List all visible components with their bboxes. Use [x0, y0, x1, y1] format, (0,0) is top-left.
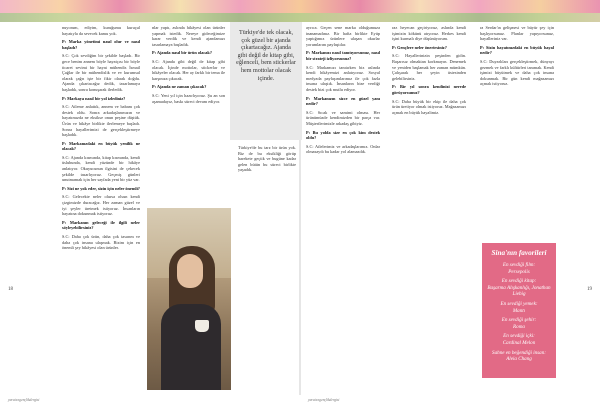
body-paragraph: S.C: Yeni yıl için hazırlıyoruz. Şu an son aşamadayız, baskı süreci devam ediyor. [152, 92, 225, 104]
body-paragraph: S.C: Daha büyük bir ekip ile daha çok ürün üretiyor olmak istiyoruz. Mağazamızı açmak en büyük hayalimiz. [392, 98, 466, 115]
column-3 [238, 145, 296, 176]
body-paragraph: S.C: Sıcak ve samimi olması. Her ürünümüzde kendimizden bir parça var. Müşterilerimizle arkadaş gibiyiz. [306, 109, 380, 126]
favorite-label: Sahne en beğendiği insan: [492, 349, 546, 356]
body-paragraph: S.C: Gelecekte neler olursa olsun kendi çizgimizde duracağız. Her zaman güzel ve iyi şeyler üretmek istiyoruz. İnsanların hayatına dokunmak istiyoruz. [62, 194, 140, 217]
interview-question: P: Bir yıl sonra kendinizi nerede görüyorsunuz? [392, 84, 466, 95]
column-6 [480, 25, 554, 90]
photo-shirt [161, 304, 221, 390]
body-paragraph: ra Serdar'ın gelişmesi ve büyür şey için başlıyorsunuz. Planlar yapıyorsunuz, hayalleriniz var. [480, 25, 554, 42]
body-paragraph: S.C: Çok sevdiğim bir şekilde başladı. Bir gece benim annem böyle hayatçısı bir böyle ticaret sevimi bir hayat mühendis İsmail Çağlar ile bir mühendislik ve ev kurumsal olarak çağrı işte bir fikir olarak doğdu. Ajanda çıkartacağız dedik, tasarlamaya başladık, sonra konuşarak ilerledik. [62, 53, 140, 92]
favorite-label: En sevdiği içki: [503, 333, 535, 340]
favorite-label: En sevdiği yemek: [500, 300, 538, 307]
favorite-label: En sevdiği film: [502, 262, 536, 268]
body-paragraph: Türkiye'de bu tarz bir ürün yok. Biz de bu eksikliği görüp harekete geçtik ve bugüne kadar gelen bütün bu süreci birlikte yaşadık. [238, 145, 296, 173]
body-paragraph: nlar yaptı, aslında hikâyesi olan ürünler yapmak istedik. Nereye gideceğimize karar verdik ve kendi ajandamızı tasarlamaya başladık. [152, 25, 225, 47]
body-paragraph: S.C: Hayallerinizin peşinden gidin. Başarısız olmaktan korkmayın. Denemek ve yeniden başlamak her zaman mümkün. Çalışarak her şeyin üstesinden gelebilirsiniz. [392, 53, 466, 81]
body-paragraph: S.C: Markamızı tanıtırken biz aslında kendi hikâyemizi anlatıyoruz. Sosyal medyada paylaşımlarımız ile çok fazla insana ulaştık. İnsanların bize verdiği destek bizi çok mutlu ediyor. [306, 64, 380, 92]
pullquote-text: Türkiye'de tek olacak, çok güzel bir ajanda çıkartacağız. Ajanda gibi değil de kitap gibi, eğlenceli, bem stickerlar hem mottolar olacak içinde. [236, 30, 296, 82]
body-paragraph: S.C: Daha çok ürün, daha çok tasarım ve daha çok insana ulaşmak. Bizim için en önemli şey hikâyesi olan ürünler. [62, 234, 140, 251]
column-4 [306, 25, 380, 158]
favorite-value: Persepolis [508, 268, 530, 275]
photo-face [177, 254, 203, 288]
interview-question: P: Markanızı nasıl tanıtıyorsunuz, nasıl bir strateji izliyorsunuz? [306, 50, 380, 61]
interview-question: P: Ajanda ne zaman çıkacak? [152, 84, 207, 90]
favorites-box [482, 243, 556, 378]
body-paragraph: ayrıca. Geçen sene marka olduğumuza inanamadınız. Bir hafta birlikte Eyüp yaptığımız ürünlere ulaşan okurlar yorumlarını paylaştılar. [306, 25, 380, 47]
column-1 [62, 25, 140, 254]
footer-right: yaratıcıgençlikdergisi [308, 398, 340, 402]
body-paragraph: S.C: Ajanda gibi değil de kitap gibi olacak. İçinde mottolar, stickerlar ve hikâyeler olacak. Her ay farklı bir tema ile karşınıza çıkacak. [152, 58, 226, 81]
interview-question: P: Marka yönetimi nasıl olur ve nasıl başladı? [62, 39, 140, 50]
page-number-right: 19 [587, 287, 592, 292]
favorite-value: Roma [513, 323, 525, 330]
favorites-title: Sina'nın favorileri [491, 249, 547, 257]
pullquote-box [230, 22, 302, 140]
body-paragraph: S.C: Duyarlıları gerçekleştirmek, dünyayı gezmek ve farklı kültürleri tanımak. Kendi işimizi büyütmek ve daha çok insana dokunmak. Bir gün kendi mağazamızı açmak istiyoruz. [480, 58, 554, 87]
favorites-list [486, 262, 552, 363]
interview-question: P: Ajanda nasıl bir ürün olacak? [152, 50, 212, 56]
favorite-label: En sevdiği şehir: [501, 317, 537, 324]
favorite-value: Cardinal Melon [502, 339, 536, 346]
favorite-value: Mantı [512, 307, 526, 314]
body-paragraph: S.C: Aileme anlattık, annem ve babam çok destek oldu. Sonra arkadaşlarımızın ve hayatımızda ne eksikse onun peşine düştük. Ürün ve hikâye birlikte ilerlemeye başladı. Sonra hayallerimizi de gerçekleştirmeye başladık. [62, 104, 140, 138]
interview-question: P: Gençlere neler önerirsiniz? [392, 44, 447, 50]
favorite-value: Aleia Chang [506, 356, 532, 363]
interview-question: P: Sizi ne yok eder, sizin için neler önemli? [62, 185, 140, 191]
photo-cup [195, 320, 209, 332]
body-paragraph: raz heyecan geçiriyoruz, aslında kendi işimizin kökünü atıyoruz. Herkes kendi işini kurmalı diye düşünüyorum. [392, 25, 466, 42]
favorite-value: Başarma Alışkanlığı, Jonathan Liebig [487, 284, 551, 298]
interview-question: P: Markanın geleceği ile ilgili neler söyleyebilirsiniz? [62, 219, 140, 231]
floral-header-band [0, 0, 600, 22]
interview-question: P: Markanızdaki en büyük yenilik ne olacak? [62, 140, 140, 152]
interview-question: P: Markaya nasıl bir yol izlediniz? [62, 95, 126, 101]
interview-question: P: Markanızın sizce en güzel yanı nedir? [306, 95, 380, 107]
favorite-label: En sevdiği kitap: [501, 278, 537, 285]
body-paragraph: S.C: Ajanda kısmında, kitap kısmında, kendi üslubunda, kendi yüzünde bir hikâye anlatıyor. Okuyucunun ilgisini de çekecek şekilde tasarlıyoruz. Geçmiş günleri unutmamak için her sayfada yeni bir yüz var. [62, 154, 140, 183]
interview-question: P: Bu yolda size en çok kim destek oldu? [306, 129, 380, 141]
body-paragraph: S.C: Ailelerimiz ve arkadaşlarımız. Onlar olmasaydı bu kadar yol alamazdık. [306, 143, 380, 155]
interview-question: P: Sizin hayatınızdaki en büyük hayal nedir? [480, 44, 554, 56]
footer-left: yaratıcıgençlikdergisi [8, 398, 40, 402]
interview-photo [147, 208, 231, 390]
body-paragraph: nuyorum, ediyim, kuruğumu kuruçul hayatıyla da sevecek kamu yok. [62, 25, 140, 36]
page-number-left: 18 [8, 287, 13, 292]
column-2 [152, 25, 225, 107]
column-5 [392, 25, 466, 118]
